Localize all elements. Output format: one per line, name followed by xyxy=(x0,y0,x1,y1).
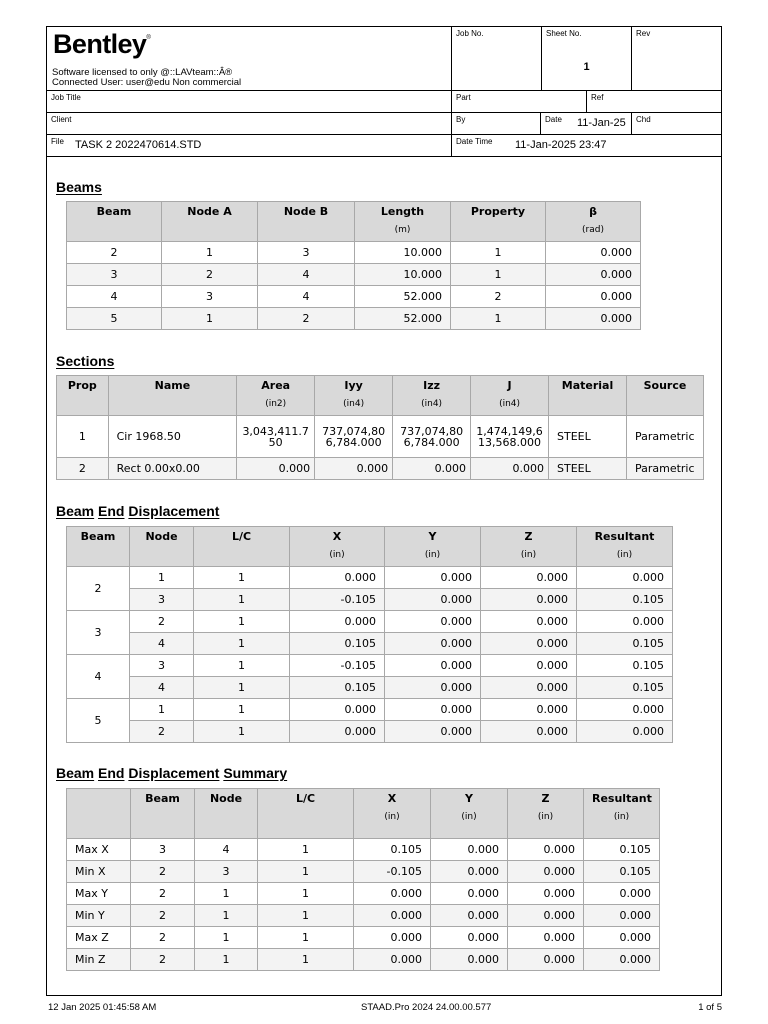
table-cell: 4 xyxy=(258,286,355,308)
column-header-label: Y xyxy=(428,530,437,543)
column-header-label: Source xyxy=(643,379,687,392)
table-cell: 0.000 xyxy=(481,633,577,655)
table-cell: 0.000 xyxy=(385,699,481,721)
title-word: End xyxy=(98,503,125,519)
column-unit: (in4) xyxy=(343,399,365,409)
column-unit: (in) xyxy=(616,550,633,560)
table-cell: 1 xyxy=(194,611,290,633)
table-cell: 0.000 xyxy=(385,611,481,633)
table-cell: 0.000 xyxy=(546,264,641,286)
displacement-summary-table xyxy=(66,788,660,971)
column-header xyxy=(354,789,431,839)
table-cell: 0.000 xyxy=(577,699,673,721)
table-cell: Min Z xyxy=(67,949,131,971)
column-unit: (in) xyxy=(613,812,630,822)
table-cell: 0.105 xyxy=(577,677,673,699)
table-cell: 3 xyxy=(130,589,194,611)
column-unit: (in) xyxy=(329,550,345,560)
connected-user-line: Connected User: user@edu Non commercial xyxy=(52,77,242,88)
chd-label: Chd xyxy=(636,115,651,124)
beam-end-displacement-title xyxy=(56,503,219,519)
column-header-label: Izz xyxy=(423,379,441,392)
report-page xyxy=(46,26,722,996)
table-cell: 0.000 xyxy=(431,883,508,905)
table-row xyxy=(67,655,673,677)
table-cell: 0.000 xyxy=(481,721,577,743)
table-cell: Parametric xyxy=(626,458,703,480)
file-value: TASK 2 2022470614.STD xyxy=(75,139,202,151)
table-cell: 1 xyxy=(258,949,354,971)
table-cell: 1 xyxy=(258,883,354,905)
table-cell: 0.000 xyxy=(237,458,315,480)
part-cell xyxy=(452,91,587,113)
table-cell: Max X xyxy=(67,839,131,861)
table-cell: 0.000 xyxy=(577,721,673,743)
column-unit: (in2) xyxy=(265,399,287,409)
column-header-label: Beam xyxy=(145,792,180,805)
table-row xyxy=(67,308,641,330)
table-cell: 0.000 xyxy=(385,677,481,699)
column-header xyxy=(131,789,195,839)
software-version: STAAD.Pro 2024 24.00.00.577 xyxy=(361,1002,492,1013)
table-cell: 0.000 xyxy=(393,458,471,480)
table-cell: Min X xyxy=(67,861,131,883)
column-unit: (rad) xyxy=(582,225,604,235)
table-cell: 1 xyxy=(57,416,109,458)
job-title-cell xyxy=(47,91,452,113)
table-cell: Parametric xyxy=(626,416,703,458)
date-label: Date xyxy=(545,115,562,124)
bentley-logo: Bentley® xyxy=(53,29,151,59)
table-cell: 0.000 xyxy=(385,567,481,589)
column-header-label: Y xyxy=(465,792,473,805)
table-cell: 4 xyxy=(258,264,355,286)
table-cell: 0.000 xyxy=(481,611,577,633)
column-header xyxy=(258,789,354,839)
table-cell: Cir 1968.50 xyxy=(108,416,237,458)
table-cell: 0.000 xyxy=(385,721,481,743)
table-cell: 1 xyxy=(258,839,354,861)
table-cell: 3 xyxy=(258,242,355,264)
column-header xyxy=(471,376,549,416)
column-header xyxy=(258,202,355,242)
table-cell: 0.000 xyxy=(508,883,584,905)
table-cell: 0.000 xyxy=(385,589,481,611)
table-cell: Max Z xyxy=(67,927,131,949)
column-header-label: X xyxy=(387,792,397,805)
table-cell: 4 xyxy=(67,655,130,699)
date-value: 11-Jan-25 xyxy=(577,117,626,129)
title-word: Displacement xyxy=(128,765,220,781)
column-header-label: β xyxy=(589,205,597,218)
table-cell: -0.105 xyxy=(290,655,385,677)
column-header-label: Node A xyxy=(187,205,232,218)
logo-block xyxy=(47,27,452,91)
job-no-cell xyxy=(452,27,542,91)
title-word: Beam xyxy=(56,765,95,781)
sheet-no-value: 1 xyxy=(583,61,590,73)
table-row xyxy=(67,589,673,611)
title-word: Beam xyxy=(56,503,95,519)
column-header xyxy=(67,527,130,567)
table-cell: 0.000 xyxy=(431,861,508,883)
table-cell: 1 xyxy=(194,699,290,721)
column-header-label: Length xyxy=(380,205,425,218)
table-row xyxy=(67,633,673,655)
job-no-label: Job No. xyxy=(456,29,484,38)
client-cell xyxy=(47,113,452,135)
table-cell: STEEL xyxy=(549,416,627,458)
column-unit: (in) xyxy=(520,550,537,560)
datetime-label: Date Time xyxy=(456,137,493,146)
table-cell: 0.000 xyxy=(431,927,508,949)
column-header-label: L/C xyxy=(295,792,316,805)
table-cell: 0.105 xyxy=(584,861,660,883)
table-cell: 3,043,411.750 xyxy=(237,416,315,458)
table-cell: 0.000 xyxy=(481,589,577,611)
column-header-label: Area xyxy=(261,379,291,392)
sheet-no-label: Sheet No. xyxy=(546,29,582,38)
header-row xyxy=(67,789,660,839)
table-cell: 1 xyxy=(195,927,258,949)
column-header-label: Resultant xyxy=(594,530,655,543)
column-header-label: Iyy xyxy=(344,379,363,392)
table-cell: 1 xyxy=(258,861,354,883)
table-cell: 5 xyxy=(67,699,130,743)
table-cell: 1,474,149,613,568.000 xyxy=(471,416,549,458)
table-cell: 0.000 xyxy=(481,699,577,721)
column-header-label: L/C xyxy=(231,530,252,543)
table-cell: 0.000 xyxy=(431,839,508,861)
column-header xyxy=(108,376,237,416)
table-cell: 3 xyxy=(162,286,258,308)
table-cell: 0.000 xyxy=(481,567,577,589)
table-cell: 0.000 xyxy=(577,611,673,633)
column-unit: (in) xyxy=(461,812,477,822)
ref-cell xyxy=(587,91,721,113)
table-cell: 0.105 xyxy=(354,839,431,861)
title-word: Summary xyxy=(223,765,288,781)
table-cell: 1 xyxy=(194,567,290,589)
table-cell: 1 xyxy=(162,308,258,330)
column-header-label: J xyxy=(507,379,512,392)
table-cell: 2 xyxy=(451,286,546,308)
beam-end-displacement-table xyxy=(66,526,673,743)
column-header-label: Resultant xyxy=(592,792,652,805)
sheet-no-cell xyxy=(542,27,632,91)
table-cell: 0.000 xyxy=(546,242,641,264)
column-header xyxy=(57,376,109,416)
column-header-label: Z xyxy=(541,792,550,805)
table-cell: 1 xyxy=(130,699,194,721)
column-header xyxy=(162,202,258,242)
column-header xyxy=(584,789,660,839)
table-cell: 0.000 xyxy=(290,611,385,633)
table-cell: 1 xyxy=(194,633,290,655)
table-cell: 3 xyxy=(67,611,130,655)
column-header xyxy=(130,527,194,567)
date-cell xyxy=(541,113,632,135)
table-cell: 1 xyxy=(451,308,546,330)
table-cell: 2 xyxy=(162,264,258,286)
table-cell: 0.000 xyxy=(385,655,481,677)
client-label: Client xyxy=(51,115,72,124)
by-cell xyxy=(452,113,541,135)
table-row xyxy=(67,861,660,883)
table-cell: 4 xyxy=(195,839,258,861)
table-cell: 737,074,806,784.000 xyxy=(315,416,393,458)
table-row xyxy=(67,839,660,861)
table-cell: 0.000 xyxy=(481,677,577,699)
table-cell: 10.000 xyxy=(355,242,451,264)
table-row xyxy=(67,242,641,264)
table-cell: 0.000 xyxy=(290,567,385,589)
table-cell: 52.000 xyxy=(355,286,451,308)
column-header-label: Beam xyxy=(96,205,132,218)
table-cell: 2 xyxy=(131,861,195,883)
header-row xyxy=(67,527,673,567)
table-cell: 5 xyxy=(67,308,162,330)
column-header-label: X xyxy=(332,530,342,543)
table-row xyxy=(67,927,660,949)
table-cell: 1 xyxy=(130,567,194,589)
table-row xyxy=(67,567,673,589)
table-cell: 2 xyxy=(131,905,195,927)
table-cell: 2 xyxy=(131,883,195,905)
column-header xyxy=(194,527,290,567)
column-header xyxy=(290,527,385,567)
table-cell: 3 xyxy=(130,655,194,677)
beams-title: Beams xyxy=(56,179,102,195)
table-row xyxy=(67,883,660,905)
table-cell: 0.000 xyxy=(431,905,508,927)
column-header-label: Z xyxy=(524,530,533,543)
table-cell: 1 xyxy=(194,655,290,677)
table-cell: 1 xyxy=(451,264,546,286)
table-cell: 0.000 xyxy=(577,567,673,589)
column-header xyxy=(626,376,703,416)
table-cell: 0.000 xyxy=(584,949,660,971)
table-cell: 1 xyxy=(194,721,290,743)
table-cell: 1 xyxy=(195,905,258,927)
column-header-label: Beam xyxy=(80,530,116,543)
table-cell: 3 xyxy=(195,861,258,883)
column-unit: (m) xyxy=(394,225,411,235)
column-header xyxy=(315,376,393,416)
table-cell: 0.105 xyxy=(577,655,673,677)
table-cell: 0.000 xyxy=(431,949,508,971)
table-cell: 4 xyxy=(130,677,194,699)
table-cell: 0.000 xyxy=(584,905,660,927)
job-title-label: Job Title xyxy=(51,93,81,102)
table-row xyxy=(67,677,673,699)
rev-label: Rev xyxy=(636,29,651,38)
table-row xyxy=(67,721,673,743)
column-unit: (in) xyxy=(424,550,441,560)
table-row xyxy=(67,949,660,971)
table-cell: 2 xyxy=(131,927,195,949)
table-cell: Min Y xyxy=(67,905,131,927)
column-header-label: Property xyxy=(470,205,526,218)
table-cell: 0.105 xyxy=(290,633,385,655)
table-cell: 0.000 xyxy=(354,927,431,949)
print-timestamp: 12 Jan 2025 01:45:58 AM xyxy=(48,1002,157,1013)
column-header xyxy=(577,527,673,567)
chd-cell xyxy=(632,113,721,135)
table-cell: 1 xyxy=(162,242,258,264)
table-cell: 2 xyxy=(258,308,355,330)
table-cell: 0.000 xyxy=(354,883,431,905)
column-header-label: Name xyxy=(154,379,191,392)
column-unit: (in) xyxy=(384,812,400,822)
table-cell: 2 xyxy=(67,242,162,264)
ref-label: Ref xyxy=(591,93,604,102)
column-header-label: Node xyxy=(145,530,178,543)
column-header xyxy=(549,376,627,416)
beams-table xyxy=(66,201,641,330)
part-label: Part xyxy=(456,93,471,102)
table-cell: 0.105 xyxy=(577,633,673,655)
file-cell xyxy=(47,135,452,157)
column-header xyxy=(385,527,481,567)
column-header xyxy=(67,789,131,839)
report-header xyxy=(47,27,721,157)
header-row xyxy=(57,376,704,416)
table-cell: 0.000 xyxy=(315,458,393,480)
table-row xyxy=(67,264,641,286)
displacement-summary-title xyxy=(56,765,287,781)
table-cell: 10.000 xyxy=(355,264,451,286)
title-word: Displacement xyxy=(128,503,220,519)
table-row xyxy=(67,905,660,927)
table-row xyxy=(67,286,641,308)
table-cell: 2 xyxy=(57,458,109,480)
table-cell: 2 xyxy=(67,567,130,611)
column-header xyxy=(237,376,315,416)
column-header xyxy=(67,202,162,242)
table-cell: 2 xyxy=(130,611,194,633)
column-header-label: Node xyxy=(209,792,243,805)
table-cell: -0.105 xyxy=(354,861,431,883)
table-cell: 1 xyxy=(258,927,354,949)
table-cell: 1 xyxy=(195,949,258,971)
license-line: Software licensed to only @::LAVteam::Â® xyxy=(52,67,233,78)
table-cell: STEEL xyxy=(549,458,627,480)
table-cell: 0.105 xyxy=(290,677,385,699)
column-header-label: Prop xyxy=(67,379,97,392)
column-header xyxy=(195,789,258,839)
table-cell: 0.000 xyxy=(508,839,584,861)
table-cell: Rect 0.00x0.00 xyxy=(108,458,237,480)
table-cell: 52.000 xyxy=(355,308,451,330)
datetime-cell xyxy=(452,135,721,157)
datetime-value: 11-Jan-2025 23:47 xyxy=(515,139,607,151)
table-cell: Max Y xyxy=(67,883,131,905)
table-cell: 0.000 xyxy=(508,905,584,927)
table-cell: 1 xyxy=(194,677,290,699)
table-cell: 0.105 xyxy=(577,589,673,611)
table-cell: 0.000 xyxy=(354,949,431,971)
table-cell: 0.000 xyxy=(546,286,641,308)
table-cell: 2 xyxy=(130,721,194,743)
table-cell: 1 xyxy=(194,589,290,611)
table-cell: 0.000 xyxy=(584,883,660,905)
table-row xyxy=(57,458,704,480)
table-cell: 0.000 xyxy=(385,633,481,655)
column-header xyxy=(508,789,584,839)
by-label: By xyxy=(456,115,466,124)
page-number: 1 of 5 xyxy=(698,1002,722,1013)
table-cell: 0.105 xyxy=(584,839,660,861)
column-header-label: Material xyxy=(561,379,614,392)
column-header xyxy=(546,202,641,242)
table-cell: 3 xyxy=(67,264,162,286)
table-row xyxy=(67,611,673,633)
table-cell: 4 xyxy=(130,633,194,655)
table-cell: -0.105 xyxy=(290,589,385,611)
column-header xyxy=(355,202,451,242)
table-row xyxy=(67,699,673,721)
table-cell: 0.000 xyxy=(290,721,385,743)
table-cell: 737,074,806,784.000 xyxy=(393,416,471,458)
column-header-label: Node B xyxy=(283,205,329,218)
column-header xyxy=(431,789,508,839)
table-row xyxy=(57,416,704,458)
file-label: File xyxy=(51,137,64,146)
table-cell: 0.000 xyxy=(546,308,641,330)
table-cell: 0.000 xyxy=(481,655,577,677)
table-cell: 1 xyxy=(451,242,546,264)
table-cell: 1 xyxy=(195,883,258,905)
table-cell: 2 xyxy=(131,949,195,971)
header-row xyxy=(67,202,641,242)
table-cell: 0.000 xyxy=(508,949,584,971)
column-unit: (in4) xyxy=(499,399,521,409)
column-header xyxy=(451,202,546,242)
table-cell: 0.000 xyxy=(354,905,431,927)
column-unit: (in) xyxy=(537,812,554,822)
table-cell: 0.000 xyxy=(471,458,549,480)
table-cell: 0.000 xyxy=(508,927,584,949)
sections-table xyxy=(56,375,704,480)
column-unit: (in4) xyxy=(421,399,443,409)
table-cell: 3 xyxy=(131,839,195,861)
column-header xyxy=(393,376,471,416)
table-cell: 1 xyxy=(258,905,354,927)
table-cell: 0.000 xyxy=(290,699,385,721)
table-cell: 0.000 xyxy=(584,927,660,949)
table-cell: 0.000 xyxy=(508,861,584,883)
column-header xyxy=(481,527,577,567)
table-cell: 4 xyxy=(67,286,162,308)
rev-cell xyxy=(632,27,721,91)
title-word: End xyxy=(98,765,125,781)
sections-title: Sections xyxy=(56,353,115,369)
